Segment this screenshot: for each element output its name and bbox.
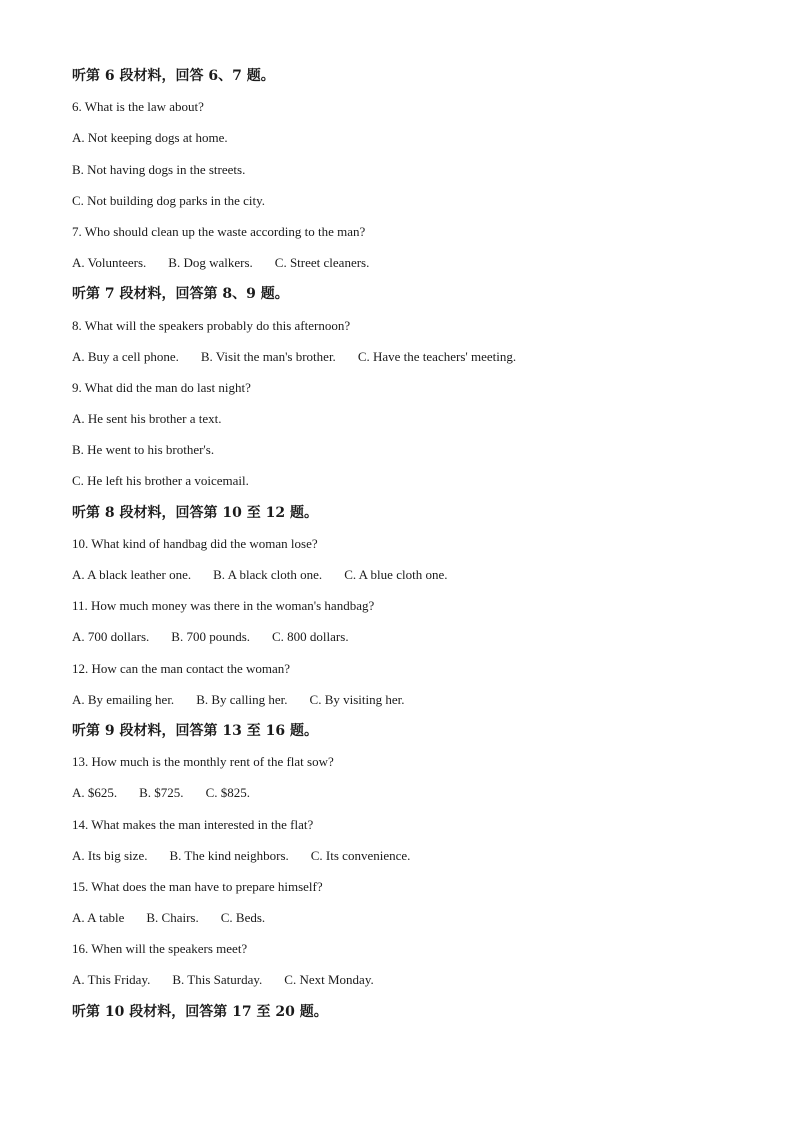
- answer-option: B. Visit the man's brother.: [200, 348, 336, 364]
- answer-option: A. 700 dollars.: [72, 629, 150, 645]
- options-row: [72, 625, 732, 656]
- section-heading: 听第 7 段材料，回答第 8、9 题。: [72, 286, 289, 303]
- answer-option: B. Not having dogs in the streets.: [72, 161, 246, 177]
- section-heading: 听第 8 段材料，回答第 10 至 12 题。: [72, 504, 318, 521]
- answer-option: B. 700 pounds.: [171, 629, 251, 645]
- answer-option: B. By calling her.: [196, 691, 288, 707]
- answer-option: C. By visiting her.: [309, 691, 405, 707]
- question-text: 15. What does the man have to prepare himself?: [72, 878, 323, 894]
- question-list: [72, 64, 732, 1031]
- answer-option: C. Next Monday.: [284, 972, 374, 988]
- question-text: 12. How can the man contact the woman?: [72, 660, 291, 676]
- question-text: 16. When will the speakers meet?: [72, 941, 248, 957]
- options-row: [72, 844, 732, 875]
- answer-option: C. Beds.: [220, 910, 266, 926]
- answer-option: B. Chairs.: [146, 910, 199, 926]
- answer-option: C. A blue cloth one.: [344, 567, 448, 582]
- options-row: [72, 968, 732, 999]
- answer-option: C. Its convenience.: [310, 847, 411, 863]
- answer-option: A. By emailing her.: [72, 691, 175, 707]
- answer-option: A. This Friday.: [72, 972, 151, 988]
- question-text: 10. What kind of handbag did the woman lose?: [72, 535, 318, 551]
- question-text: 13. How much is the monthly rent of the flat sow?: [72, 754, 334, 770]
- question-text: 8. What will the speakers probably do this afternoon?: [72, 317, 351, 333]
- answer-option: A. Not keeping dogs at home.: [72, 130, 228, 146]
- answer-option: B. $725.: [139, 785, 184, 801]
- answer-option: A. $625.: [72, 785, 118, 801]
- answer-option: C. $825.: [205, 785, 250, 801]
- question-text: 11. How much money was there in the woman's handbag?: [72, 598, 375, 614]
- answer-option: A. A black leather one.: [72, 567, 192, 582]
- question-text: 9. What did the man do last night?: [72, 379, 251, 395]
- section-heading: 听第 6 段材料，回答 6、7 题。: [72, 68, 275, 84]
- options-row: [72, 345, 732, 376]
- section-heading: 听第 9 段材料，回答第 13 至 16 题。: [72, 722, 318, 739]
- answer-option: B. The kind neighbors.: [169, 847, 289, 863]
- answer-option: C. Not building dog parks in the city.: [72, 192, 266, 208]
- answer-option: B. This Saturday.: [172, 972, 263, 988]
- question-text: 14. What makes the man interested in the flat?: [72, 816, 314, 832]
- section-heading: 听第 10 段材料，回答第 17 至 20 题。: [72, 1003, 328, 1020]
- answer-option: A. A table: [72, 910, 125, 926]
- options-row: [72, 906, 732, 937]
- answer-option: A. Its big size.: [72, 847, 148, 863]
- answer-option: B. Dog walkers.: [168, 255, 253, 271]
- answer-option: A. He sent his brother a text.: [72, 411, 222, 427]
- answer-option: C. He left his brother a voicemail.: [72, 473, 249, 489]
- answer-option: C. Have the teachers' meeting.: [357, 348, 517, 364]
- question-text: 6. What is the law about?: [72, 99, 204, 115]
- answer-option: C. Street cleaners.: [274, 255, 370, 271]
- answer-option: A. Buy a cell phone.: [72, 348, 179, 364]
- options-row: [72, 781, 732, 812]
- answer-option: C. 800 dollars.: [272, 629, 349, 645]
- answer-option: A. Volunteers.: [72, 255, 147, 271]
- answer-option: B. He went to his brother's.: [72, 442, 215, 458]
- question-text: 7. Who should clean up the waste according to the man?: [72, 223, 366, 239]
- options-row: [72, 563, 732, 594]
- options-row: [72, 251, 732, 282]
- options-row: [72, 688, 732, 719]
- answer-option: B. A black cloth one.: [213, 567, 323, 582]
